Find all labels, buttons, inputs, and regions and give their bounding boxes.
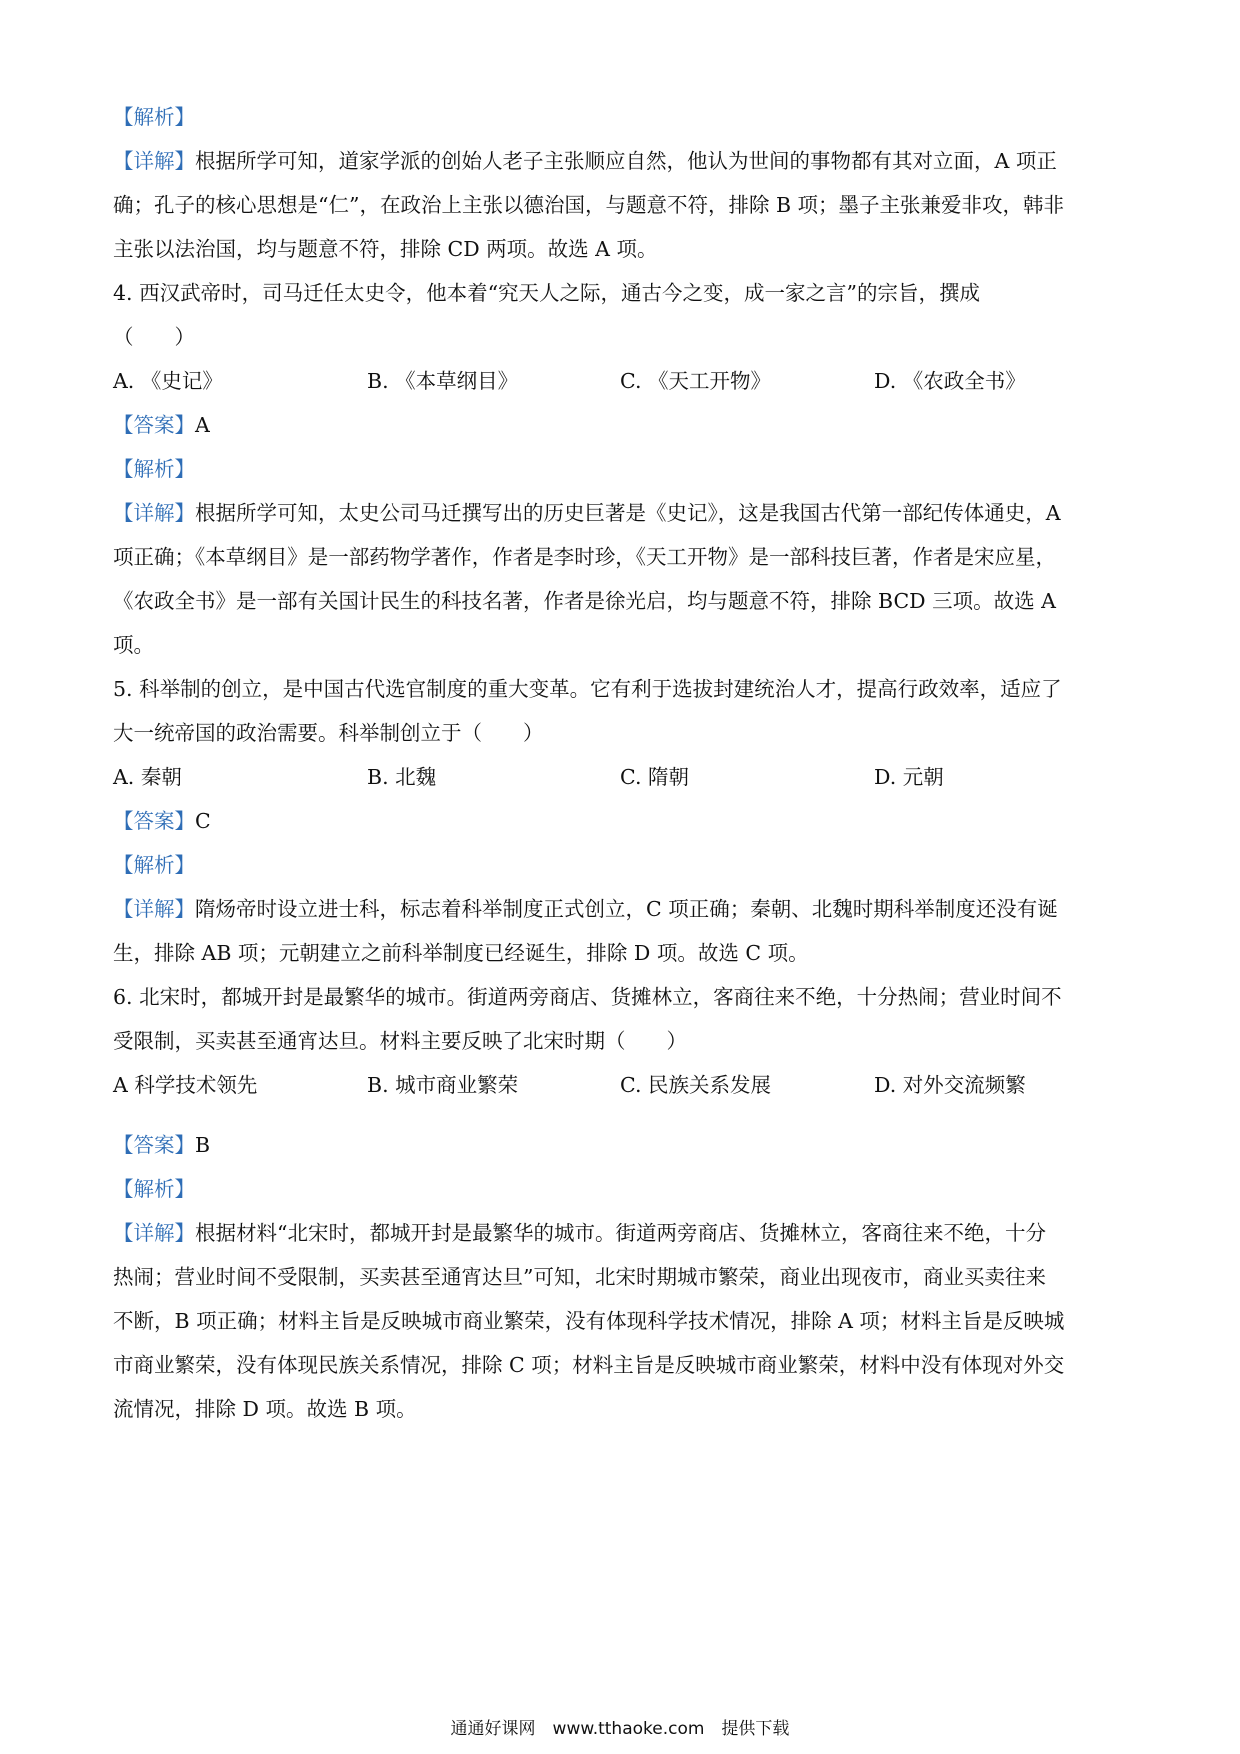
q6-analysis-label: 【解析】	[113, 1177, 195, 1201]
q4-answer-value: A	[195, 413, 210, 437]
q5-detail-line-2: 生，排除 AB 项；元朝建立之前科举制度已经诞生，排除 D 项。故选 C 项。	[113, 941, 809, 965]
q6-detail-line-2: 热闹；营业时间不受限制，买卖甚至通宵达旦”可知，北宋时期城市繁荣，商业出现夜市，商业买卖往来	[113, 1265, 1046, 1289]
q5-answer-label: 【答案】	[113, 809, 195, 833]
q5-option-d: D. 元朝	[874, 765, 944, 789]
q6-option-a: A 科学技术领先	[113, 1073, 258, 1097]
q5-stem-line-1: 5. 科举制的创立，是中国古代选官制度的重大变革。它有利于选拔封建统治人才，提高行政效率，适应了	[113, 677, 1062, 701]
q5-stem-line-2: 大一统帝国的政治需要。科举制创立于（ ）	[113, 721, 544, 745]
q4-stem-line-1: 4. 西汉武帝时，司马迁任太史令，他本着“究天人之际，通古今之变，成一家之言”的宗旨，撰成	[113, 281, 981, 305]
q6-detail-line-4: 市商业繁荣，没有体现民族关系情况，排除 C 项；材料主旨是反映城市商业繁荣，材料中没有体现对外交	[113, 1353, 1065, 1377]
q6-stem-line-2: 受限制，买卖甚至通宵达旦。材料主要反映了北宋时期（ ）	[113, 1029, 687, 1053]
q4-detail-line-2: 项正确；《本草纲目》是一部药物学著作，作者是李时珍，《天工开物》是一部科技巨著，作者是宋应星，	[113, 545, 1056, 569]
q6-detail-label: 【详解】	[113, 1221, 195, 1245]
q3-detail-label: 【详解】	[113, 149, 195, 173]
q4-answer-label: 【答案】	[113, 413, 195, 437]
q6-detail-line-1: 【详解】根据材料“北宋时，都城开封是最繁华的城市。街道两旁商店、货摊林立，客商往来不绝，十分	[113, 1221, 1046, 1245]
q6-answer	[113, 1131, 210, 1159]
q4-detail-line-4: 项。	[113, 633, 154, 657]
q3-detail-line-3: 主张以法治国，均与题意不符，排除 CD 两项。故选 A 项。	[113, 237, 658, 261]
q5-option-a: A. 秦朝	[113, 765, 182, 789]
q4-analysis-label: 【解析】	[113, 457, 195, 481]
q4-detail-line-3: 《农政全书》是一部有关国计民生的科技名著，作者是徐光启，均与题意不符，排除 BCD 三项。故选 A	[113, 589, 1056, 613]
q6-detail-line-5: 流情况，排除 D 项。故选 B 项。	[113, 1397, 417, 1421]
q5-answer	[113, 807, 211, 835]
q5-option-b: B. 北魏	[367, 765, 437, 789]
q5-analysis-label: 【解析】	[113, 853, 195, 877]
page-footer: 通通好课网 www.tthaoke.com 提供下载	[450, 1719, 790, 1739]
q5-detail-line-1: 【详解】隋炀帝时设立进士科，标志着科举制度正式创立，C 项正确；秦朝、北魏时期科举制度还没有诞	[113, 897, 1058, 921]
q4-option-d: D. 《农政全书》	[874, 369, 1026, 393]
q6-detail-line-3: 不断，B 项正确；材料主旨是反映城市商业繁荣，没有体现科学技术情况，排除 A 项；材料主旨是反映城	[113, 1309, 1065, 1333]
q4-stem-line-2: （ ）	[113, 325, 195, 349]
q3-detail-line-1: 【详解】根据所学可知，道家学派的创始人老子主张顺应自然，他认为世间的事物都有其对立面，A 项正	[113, 149, 1057, 173]
q5-answer-value: C	[195, 809, 211, 833]
q4-option-a: A. 《史记》	[113, 369, 223, 393]
q6-option-c: C. 民族关系发展	[620, 1073, 771, 1097]
q5-detail-label: 【详解】	[113, 897, 195, 921]
q3-detail-line-2: 确；孔子的核心思想是“仁”，在政治上主张以德治国，与题意不符，排除 B 项；墨子主张兼爱非攻，韩非	[113, 193, 1065, 217]
q6-option-b: B. 城市商业繁荣	[367, 1073, 519, 1097]
q4-detail-line-1: 【详解】根据所学可知，太史公司马迁撰写出的历史巨著是《史记》，这是我国古代第一部纪传体通史，A	[113, 501, 1061, 525]
q6-answer-label: 【答案】	[113, 1133, 195, 1157]
q6-answer-value: B	[195, 1133, 211, 1157]
q4-detail-label: 【详解】	[113, 501, 195, 525]
q3-analysis-label: 【解析】	[113, 105, 195, 129]
q4-answer	[113, 411, 210, 439]
q4-option-c: C. 《天工开物》	[620, 369, 771, 393]
q6-option-d: D. 对外交流频繁	[874, 1073, 1026, 1097]
q6-stem-line-1: 6. 北宋时，都城开封是最繁华的城市。街道两旁商店、货摊林立，客商往来不绝，十分热闹；营业时间不	[113, 985, 1062, 1009]
q5-option-c: C. 隋朝	[620, 765, 689, 789]
q4-option-b: B. 《本草纲目》	[367, 369, 519, 393]
